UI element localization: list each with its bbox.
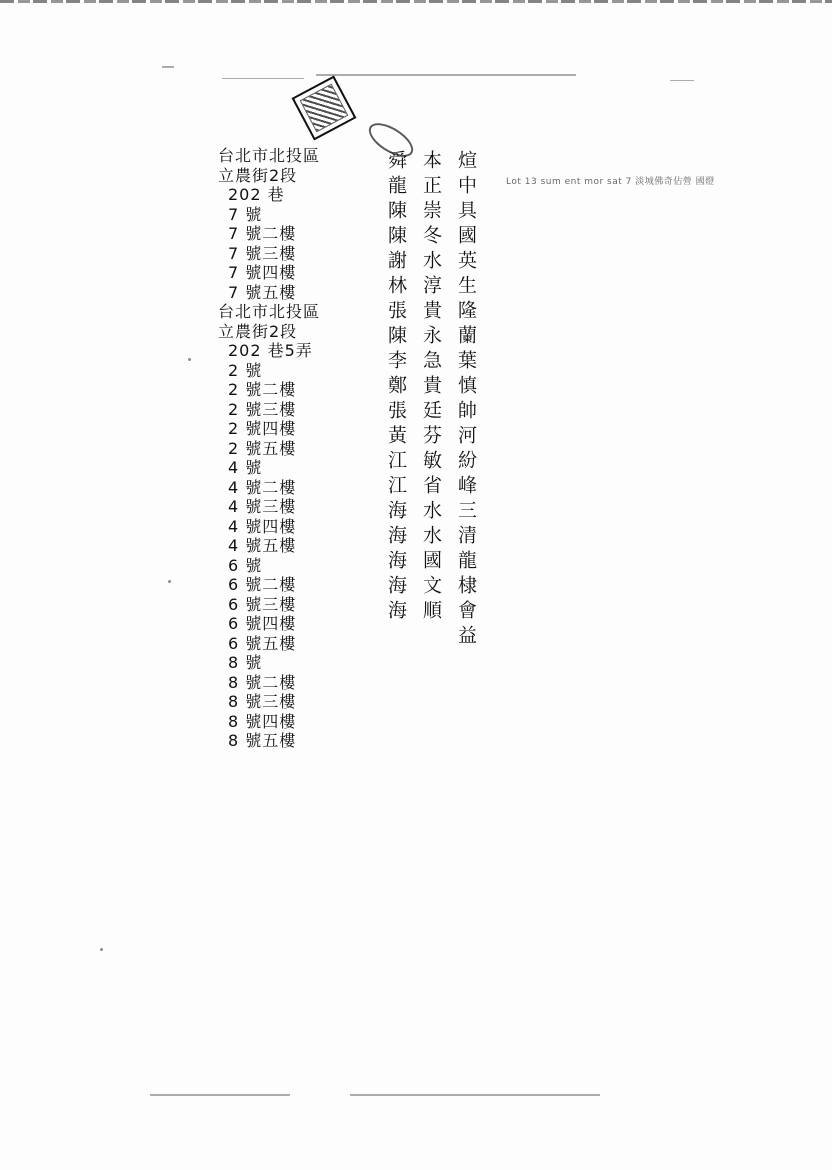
address-line: 8 號二樓 [228,672,297,692]
faint-header-text: Lot 13 sum ent mor sat 7 淡城佛奇佔營 國燈 [506,177,715,187]
official-seal-stamp [292,76,357,141]
address-line: 7 號三樓 [228,243,297,263]
seal-pattern [300,84,349,133]
address-line: 8 號三樓 [228,692,297,711]
address-line: 4 號 [228,458,263,477]
scan-speck [168,580,171,583]
address-line: 4 號三樓 [228,497,297,516]
address-line: 台北市北投區 [218,146,321,165]
address-line: 6 號二樓 [228,575,297,594]
scan-mark [162,66,174,68]
address-list [218,146,388,751]
address-line: 4 號五樓 [228,536,297,555]
address-line: 7 號四樓 [228,263,297,282]
scan-mark [670,80,694,81]
address-line: 2 號三樓 [228,399,297,419]
address-line: 8 號四樓 [228,711,297,731]
scan-edge-noise [0,0,832,3]
scan-mark [222,78,304,79]
address-line: 2 號五樓 [228,438,297,458]
address-line: 8 號五樓 [228,731,297,750]
vertical-name-column: 舜龍陳陳謝林張陳李鄭張黃江江海海海海海 [385,150,407,625]
address-line: 7 號 [228,204,263,224]
address-line: 202 巷5弄 [228,341,313,360]
address-line: 2 號二樓 [228,380,297,399]
address-line: 6 號三樓 [228,594,297,614]
address-line: 202 巷 [228,185,285,204]
address-line: 2 號四樓 [228,419,297,438]
address-line: 6 號五樓 [228,633,297,653]
scan-speck [100,948,103,951]
address-line: 6 號四樓 [228,614,297,633]
scan-mark [350,1094,600,1096]
address-line: 台北市北投區 [218,302,321,321]
address-line: 2 號 [228,360,263,380]
scan-mark [150,1094,290,1096]
vertical-name-column: 煊中具國英生隆蘭葉慎帥河紛峰三清龍棣會益 [455,150,477,650]
address-line: 4 號二樓 [228,477,297,497]
scan-speck [188,358,191,361]
vertical-name-column: 本正崇冬水淳貴永急貴廷芬敏省水水國文順 [420,150,442,625]
address-line: 7 號五樓 [228,282,297,302]
address-line: 立農街2段 [218,321,298,341]
address-line: 7 號二樓 [228,224,297,243]
address-line: 立農街2段 [218,165,298,185]
address-line: 8 號 [228,653,263,672]
scan-mark [316,74,576,76]
address-line: 6 號 [228,555,263,575]
address-line: 4 號四樓 [228,516,297,536]
